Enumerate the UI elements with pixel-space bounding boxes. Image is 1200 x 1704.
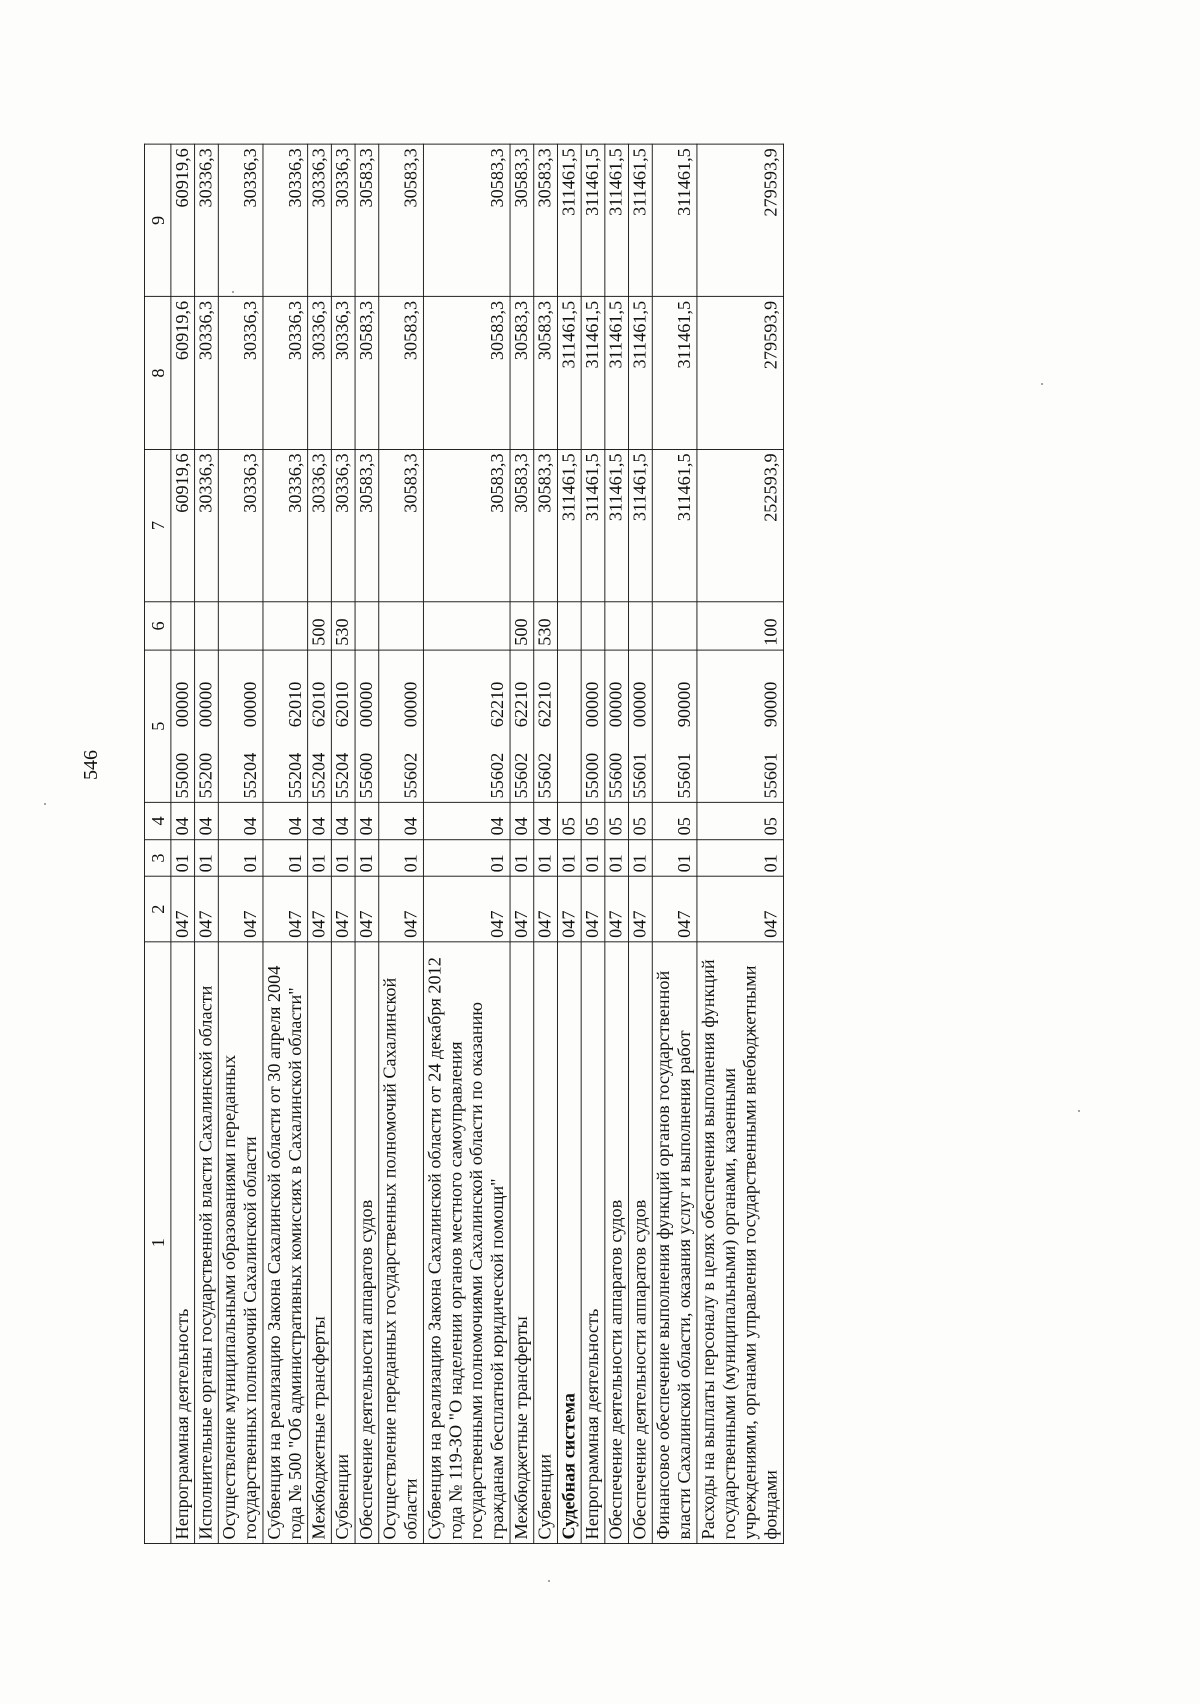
row-code-col2: 047 <box>263 877 308 942</box>
row-code-col2: 047 <box>510 877 534 942</box>
row-code-col4: 04 <box>218 803 263 840</box>
header-col-4: 4 <box>144 803 170 840</box>
table-row <box>218 144 263 1543</box>
row-code-col5 <box>629 650 653 803</box>
row-amount-col7: 30583,3 <box>534 450 558 603</box>
col5-program-code: 55200 <box>195 753 217 799</box>
row-name-cell: Обеспечение деятельности аппаратов судов <box>629 942 653 1544</box>
row-amount-col7: 30583,3 <box>510 450 534 603</box>
row-code-col5 <box>510 650 534 803</box>
row-amount-col9: 30336,3 <box>195 144 219 297</box>
row-amount-col8: 30583,3 <box>423 297 510 450</box>
row-code-col5 <box>171 650 195 803</box>
col5-direction-code: 62210 <box>487 681 508 728</box>
row-amount-col9: 279593,9 <box>697 144 784 297</box>
row-code-col6 <box>263 602 308 650</box>
row-code-col5 <box>534 650 558 803</box>
scan-speck <box>1041 383 1043 385</box>
row-name-cell: Судебная система <box>557 942 581 1544</box>
header-col-1: 1 <box>144 942 170 1544</box>
table-wrapper <box>144 144 784 1544</box>
row-amount-col7: 30336,3 <box>218 450 263 603</box>
row-code-col3: 01 <box>263 840 308 877</box>
table-row <box>581 144 605 1543</box>
row-code-col2: 047 <box>423 877 510 942</box>
header-col-7: 7 <box>144 450 170 603</box>
row-name-cell: Межбюджетные трансферты <box>510 942 534 1544</box>
table-row <box>557 144 581 1543</box>
row-code-col5 <box>581 650 605 803</box>
row-code-col6 <box>629 602 653 650</box>
row-code-col5 <box>355 650 379 803</box>
col5-direction-code: 00000 <box>195 681 217 728</box>
row-code-col5 <box>423 650 510 803</box>
header-col-2: 2 <box>144 877 170 942</box>
row-amount-col8: 30583,3 <box>510 297 534 450</box>
row-code-col5 <box>605 650 629 803</box>
row-code-col5 <box>308 650 332 803</box>
row-code-col6 <box>379 602 424 650</box>
row-amount-col8: 30336,3 <box>195 297 219 450</box>
row-code-col3: 01 <box>697 840 784 877</box>
row-name-cell: Непрограммная деятельность <box>581 942 605 1544</box>
col5-direction-code: 00000 <box>606 681 627 728</box>
col5-program-code: 55601 <box>761 753 782 799</box>
table-row <box>423 144 510 1543</box>
row-amount-col8: 311461,5 <box>557 297 581 450</box>
table-row <box>331 144 355 1543</box>
col5-program-code: 55204 <box>285 753 306 799</box>
col5-direction-code: 00000 <box>582 681 603 728</box>
row-code-col6 <box>605 602 629 650</box>
row-code-col5 <box>652 650 697 803</box>
row-amount-col9: 311461,5 <box>629 144 653 297</box>
row-code-col4: 04 <box>308 803 332 840</box>
row-code-col3: 01 <box>581 840 605 877</box>
row-name-cell: Обеспечение деятельности аппаратов судов <box>355 942 379 1544</box>
table-row <box>629 144 653 1543</box>
col5-program-code: 55204 <box>332 753 353 799</box>
row-code-col2: 047 <box>379 877 424 942</box>
col5-program-code: 55602 <box>487 753 508 799</box>
header-col-9: 9 <box>144 144 170 297</box>
row-code-col3: 01 <box>218 840 263 877</box>
table-row <box>379 144 424 1543</box>
row-code-col2: 047 <box>652 877 697 942</box>
scan-speck <box>232 291 234 293</box>
col5-program-code: 55600 <box>606 753 627 799</box>
row-code-col2: 047 <box>355 877 379 942</box>
row-code-col4: 04 <box>510 803 534 840</box>
row-amount-col9: 30336,3 <box>263 144 308 297</box>
row-code-col4: 05 <box>557 803 581 840</box>
row-amount-col8: 30336,3 <box>263 297 308 450</box>
row-name-cell: Межбюджетные трансферты <box>308 942 332 1544</box>
row-code-col5 <box>697 650 784 803</box>
row-code-col5 <box>557 650 581 803</box>
col5-program-code: 55204 <box>240 753 261 799</box>
header-col-3: 3 <box>144 840 170 877</box>
row-code-col5 <box>218 650 263 803</box>
table-row <box>605 144 629 1543</box>
row-amount-col7: 30583,3 <box>355 450 379 603</box>
row-code-col5 <box>263 650 308 803</box>
col5-direction-code: 00000 <box>629 681 650 728</box>
col5-direction-code: 00000 <box>240 681 261 728</box>
row-code-col3: 01 <box>605 840 629 877</box>
row-code-col3: 01 <box>629 840 653 877</box>
row-amount-col8: 30583,3 <box>355 297 379 450</box>
row-code-col5 <box>195 650 219 803</box>
col5-program-code: 55000 <box>172 753 193 799</box>
row-name-cell: Субвенции <box>534 942 558 1544</box>
row-code-col3: 01 <box>557 840 581 877</box>
row-code-col2: 047 <box>557 877 581 942</box>
col5-program-code: 55204 <box>309 753 330 799</box>
row-code-col6 <box>423 602 510 650</box>
row-amount-col7: 30336,3 <box>195 450 219 603</box>
row-code-col6: 500 <box>510 602 534 650</box>
row-code-col6 <box>652 602 697 650</box>
table-row <box>308 144 332 1543</box>
row-amount-col8: 30583,3 <box>534 297 558 450</box>
row-code-col6 <box>218 602 263 650</box>
row-name-cell: Обеспечение деятельности аппаратов судов <box>605 942 629 1544</box>
row-code-col3: 01 <box>379 840 424 877</box>
row-amount-col7: 30583,3 <box>423 450 510 603</box>
row-code-col2: 047 <box>697 877 784 942</box>
row-amount-col7: 311461,5 <box>629 450 653 603</box>
header-col-8: 8 <box>144 297 170 450</box>
col5-direction-code: 62010 <box>332 681 353 728</box>
row-amount-col9: 30583,3 <box>510 144 534 297</box>
row-amount-col8: 311461,5 <box>629 297 653 450</box>
col5-direction-code: 62210 <box>535 681 556 728</box>
row-amount-col9: 311461,5 <box>605 144 629 297</box>
col5-program-code: 55602 <box>535 753 556 799</box>
row-code-col2: 047 <box>581 877 605 942</box>
row-amount-col7: 311461,5 <box>557 450 581 603</box>
row-code-col4: 05 <box>652 803 697 840</box>
row-code-col6: 530 <box>331 602 355 650</box>
row-amount-col9: 30583,3 <box>379 144 424 297</box>
table-body <box>171 144 784 1543</box>
table-row <box>355 144 379 1543</box>
table-row <box>195 144 219 1543</box>
rotated-table-container <box>144 144 784 1544</box>
col5-direction-code: 62210 <box>511 681 532 728</box>
row-amount-col9: 30583,3 <box>355 144 379 297</box>
col5-direction-code: 00000 <box>401 681 422 728</box>
table-row <box>534 144 558 1543</box>
scan-speck <box>1078 1110 1080 1112</box>
row-amount-col9: 311461,5 <box>581 144 605 297</box>
col5-direction-code: 00000 <box>356 681 377 728</box>
row-amount-col8: 30336,3 <box>331 297 355 450</box>
row-code-col3: 01 <box>195 840 219 877</box>
row-code-col2: 047 <box>629 877 653 942</box>
row-amount-col9: 30583,3 <box>423 144 510 297</box>
row-name-cell: Осуществление муниципальными образованиями переданных государственных полномочий Сахалинской области <box>218 942 263 1544</box>
row-amount-col9: 30336,3 <box>218 144 263 297</box>
row-code-col6 <box>557 602 581 650</box>
scan-speck <box>44 803 46 805</box>
row-code-col2: 047 <box>171 877 195 942</box>
table-row <box>652 144 697 1543</box>
row-amount-col9: 311461,5 <box>557 144 581 297</box>
row-code-col5 <box>331 650 355 803</box>
row-name-cell: Субвенции <box>331 942 355 1544</box>
col5-program-code: 55000 <box>582 753 603 799</box>
row-amount-col7: 30336,3 <box>308 450 332 603</box>
row-code-col4: 04 <box>423 803 510 840</box>
row-amount-col7: 30336,3 <box>331 450 355 603</box>
col5-program-code: 55601 <box>629 753 650 799</box>
row-code-col4: 05 <box>581 803 605 840</box>
row-code-col4: 04 <box>355 803 379 840</box>
row-code-col4: 04 <box>331 803 355 840</box>
col5-direction-code: 00000 <box>172 681 193 728</box>
row-code-col4: 04 <box>534 803 558 840</box>
row-name-cell: Расходы на выплаты персоналу в целях обеспечения выполнения функций государственными (муниципальными) органами, казенными учреждениями, органами управления государственными внебюджетными фондами <box>697 942 784 1544</box>
table-row <box>171 144 195 1543</box>
row-amount-col8: 311461,5 <box>581 297 605 450</box>
row-code-col4: 04 <box>171 803 195 840</box>
row-amount-col8: 30336,3 <box>308 297 332 450</box>
scan-speck <box>548 1580 550 1582</box>
row-code-col5 <box>379 650 424 803</box>
row-code-col2: 047 <box>195 877 219 942</box>
table-row <box>510 144 534 1543</box>
col5-direction-code: 90000 <box>761 681 782 728</box>
row-amount-col8: 311461,5 <box>605 297 629 450</box>
row-code-col4: 05 <box>629 803 653 840</box>
row-code-col6: 500 <box>308 602 332 650</box>
row-amount-col9: 30583,3 <box>534 144 558 297</box>
row-amount-col7: 30336,3 <box>263 450 308 603</box>
row-code-col6 <box>355 602 379 650</box>
row-code-col4: 04 <box>379 803 424 840</box>
row-code-col2: 047 <box>218 877 263 942</box>
row-code-col4: 04 <box>263 803 308 840</box>
row-code-col4: 05 <box>605 803 629 840</box>
page-number: 546 <box>80 750 102 780</box>
row-amount-col8: 311461,5 <box>652 297 697 450</box>
row-code-col2: 047 <box>605 877 629 942</box>
row-amount-col8: 279593,9 <box>697 297 784 450</box>
row-amount-col7: 252593,9 <box>697 450 784 603</box>
row-amount-col8: 60919,6 <box>171 297 195 450</box>
row-name-cell: Исполнительные органы государственной власти Сахалинской области <box>195 942 219 1544</box>
col5-direction-code: 90000 <box>674 681 695 728</box>
row-code-col2: 047 <box>308 877 332 942</box>
row-code-col2: 047 <box>534 877 558 942</box>
row-name-cell: Субвенция на реализацию Закона Сахалинской области от 24 декабря 2012 года № 119-ЗО "О наделении органов местного самоуправления государственными полномочиями Сахалинской области по оказанию гражданам бесплатной юридической помощи" <box>423 942 510 1544</box>
row-code-col6 <box>195 602 219 650</box>
header-row <box>144 144 170 1543</box>
row-code-col4: 05 <box>697 803 784 840</box>
row-amount-col8: 30583,3 <box>379 297 424 450</box>
row-amount-col7: 60919,6 <box>171 450 195 603</box>
row-code-col6: 530 <box>534 602 558 650</box>
row-code-col3: 01 <box>510 840 534 877</box>
row-amount-col9: 30336,3 <box>331 144 355 297</box>
row-code-col3: 01 <box>423 840 510 877</box>
row-code-col6 <box>581 602 605 650</box>
row-amount-col9: 60919,6 <box>171 144 195 297</box>
col5-program-code: 55600 <box>356 753 377 799</box>
col5-direction-code: 62010 <box>309 681 330 728</box>
row-name-cell: Непрограммная деятельность <box>171 942 195 1544</box>
row-code-col3: 01 <box>331 840 355 877</box>
row-amount-col9: 30336,3 <box>308 144 332 297</box>
col5-program-code: 55601 <box>674 753 695 799</box>
row-code-col4: 04 <box>195 803 219 840</box>
table-row <box>263 144 308 1543</box>
row-name-cell: Финансовое обеспечение выполнения функций органов государственной власти Сахалинской области, оказания услуг и выполнения работ <box>652 942 697 1544</box>
col5-direction-code: 62010 <box>285 681 306 728</box>
row-code-col2: 047 <box>331 877 355 942</box>
row-name-cell: Субвенция на реализацию Закона Сахалинской области от 30 апреля 2004 года № 500 "Об административных комиссиях в Сахалинской области" <box>263 942 308 1544</box>
table-row <box>697 144 784 1543</box>
budget-table <box>144 144 784 1544</box>
row-amount-col7: 311461,5 <box>652 450 697 603</box>
col5-program-code: 55602 <box>401 753 422 799</box>
row-code-col3: 01 <box>534 840 558 877</box>
row-name-cell: Осуществление переданных государственных полномочий Сахалинской области <box>379 942 424 1544</box>
row-code-col3: 01 <box>652 840 697 877</box>
row-amount-col7: 311461,5 <box>605 450 629 603</box>
header-col-5: 5 <box>144 650 170 803</box>
row-code-col6: 100 <box>697 602 784 650</box>
row-amount-col8: 30336,3 <box>218 297 263 450</box>
row-code-col6 <box>171 602 195 650</box>
row-code-col3: 01 <box>308 840 332 877</box>
row-amount-col7: 30583,3 <box>379 450 424 603</box>
row-code-col3: 01 <box>355 840 379 877</box>
row-amount-col9: 311461,5 <box>652 144 697 297</box>
col5-program-code: 55602 <box>511 753 532 799</box>
row-amount-col7: 311461,5 <box>581 450 605 603</box>
row-code-col3: 01 <box>171 840 195 877</box>
header-col-6: 6 <box>144 602 170 650</box>
